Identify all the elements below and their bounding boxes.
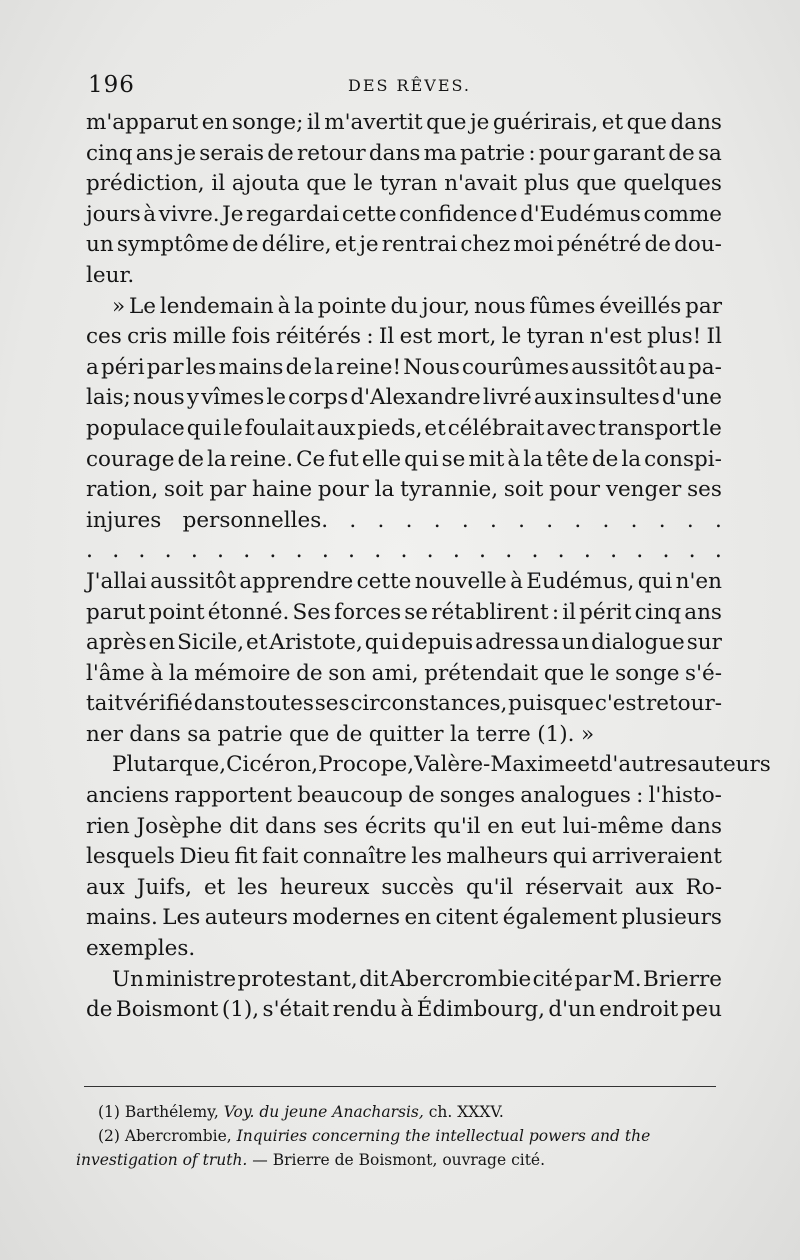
footnote-1-title: Voy. du jeune Anacharsis, — [223, 1103, 424, 1121]
running-head: DES RÊVES. — [348, 76, 471, 95]
text-line: lais; nous y vîmes le corps d'Alexandre livré aux insultes d'une — [86, 385, 722, 411]
text-line: ces cris mille fois réitérés : Il est mort, le tyran n'est plus! Il — [86, 324, 722, 350]
text-line: jours à vivre. Je regardai cette confidence d'Eudémus comme — [86, 201, 722, 227]
text-line: lesquels Dieu fit fait connaître les malheurs qui arriveraient — [86, 844, 722, 870]
text-line: de Boismont (1), s'était rendu à Édimbourg, d'un endroit peu — [86, 997, 722, 1023]
text-line: rien Josèphe dit dans ses écrits qu'il en eut lui-même dans — [86, 813, 722, 839]
text-line: prédiction, il ajouta que le tyran n'avait plus que quelques — [86, 171, 722, 197]
text-line: un symptôme de délire, et je rentrai chez moi pénétré de dou- — [86, 232, 722, 258]
text-line: Un ministre protestant, dit Abercrombie cité par M. Brierre — [112, 966, 722, 992]
footnote-2-rest: — Brierre de Boismont, ouvrage cité. — [252, 1151, 546, 1169]
text-line: ration, soit par haine pour la tyrannie, soit pour venger ses — [86, 477, 722, 503]
text-line: tait vérifié dans toutes ses circonstances, puisque c'est retour- — [86, 691, 722, 717]
footnote-1-author: Barthélemy, — [124, 1103, 219, 1121]
text-line: après en Sicile, et Aristote, qui depuis adressa un dialogue sur — [86, 630, 722, 656]
footnote-1-rest: ch. XXXV. — [428, 1103, 504, 1121]
footnote-2-marker: (2) — [98, 1127, 120, 1145]
text-line: a péri par les mains de la reine! Nous courûmes aussitôt au pa- — [86, 354, 722, 380]
text-line: mains. Les auteurs modernes en citent également plusieurs — [86, 905, 722, 931]
text-line: parut point étonné. Ses forces se rétablirent : il périt cinq ans — [86, 599, 722, 625]
footnote-2-line-2 — [76, 1148, 716, 1172]
text-line: aux Juifs, et les heureux succès qu'il réservait aux Ro- — [86, 874, 722, 900]
footnote-1 — [76, 1100, 716, 1124]
text-line: ner dans sa patrie que de quitter la terre (1). » — [86, 721, 595, 747]
footnotes — [76, 1100, 716, 1172]
text-line: l'âme à la mémoire de son ami, prétendait que le songe s'é- — [86, 660, 722, 686]
footnote-2-author: Abercrombie, — [124, 1127, 232, 1145]
footnote-2-line-1 — [76, 1124, 716, 1148]
text-line: m'apparut en songe; il m'avertit que je guérirais, et que dans — [86, 110, 722, 135]
footnote-rule — [84, 1086, 716, 1087]
page-header — [88, 72, 720, 102]
text-line: leur. — [86, 262, 135, 288]
text-line: » Le lendemain à la pointe du jour, nous fûmes éveillés par — [112, 293, 722, 319]
text-line: exemples. — [86, 936, 196, 962]
footnote-1-marker: (1) — [98, 1103, 120, 1121]
text-line: cinq ans je serais de retour dans ma patrie : pour garant de sa — [86, 140, 722, 166]
text-line: injures personnelles. . . . . . . . . . . . . . . — [86, 507, 722, 533]
text-line: Plutarque,Cicéron,Procope,Valère-Maxime et d'autres auteurs — [112, 752, 771, 778]
text-line: anciens rapportent beaucoup de songes analogues : l'histo- — [86, 783, 722, 809]
footnote-2-title-b: investigation of truth. — [76, 1151, 248, 1169]
page-number: 196 — [88, 72, 135, 98]
text-line: populace qui le foulait aux pieds, et célébrait avec transport le — [86, 415, 722, 441]
ellipsis-line: . . . . . . . . . . . . . . . . . . . . . . . . . — [86, 538, 722, 564]
footnote-2-title-a: Inquiries concerning the intellectual powers and the — [236, 1127, 651, 1145]
text-line: J'allai aussitôt apprendre cette nouvelle à Eudémus, qui n'en — [86, 568, 722, 594]
body-text — [86, 108, 771, 1026]
text-line: courage de la reine. Ce fut elle qui se mit à la tête de la conspi- — [86, 446, 722, 472]
